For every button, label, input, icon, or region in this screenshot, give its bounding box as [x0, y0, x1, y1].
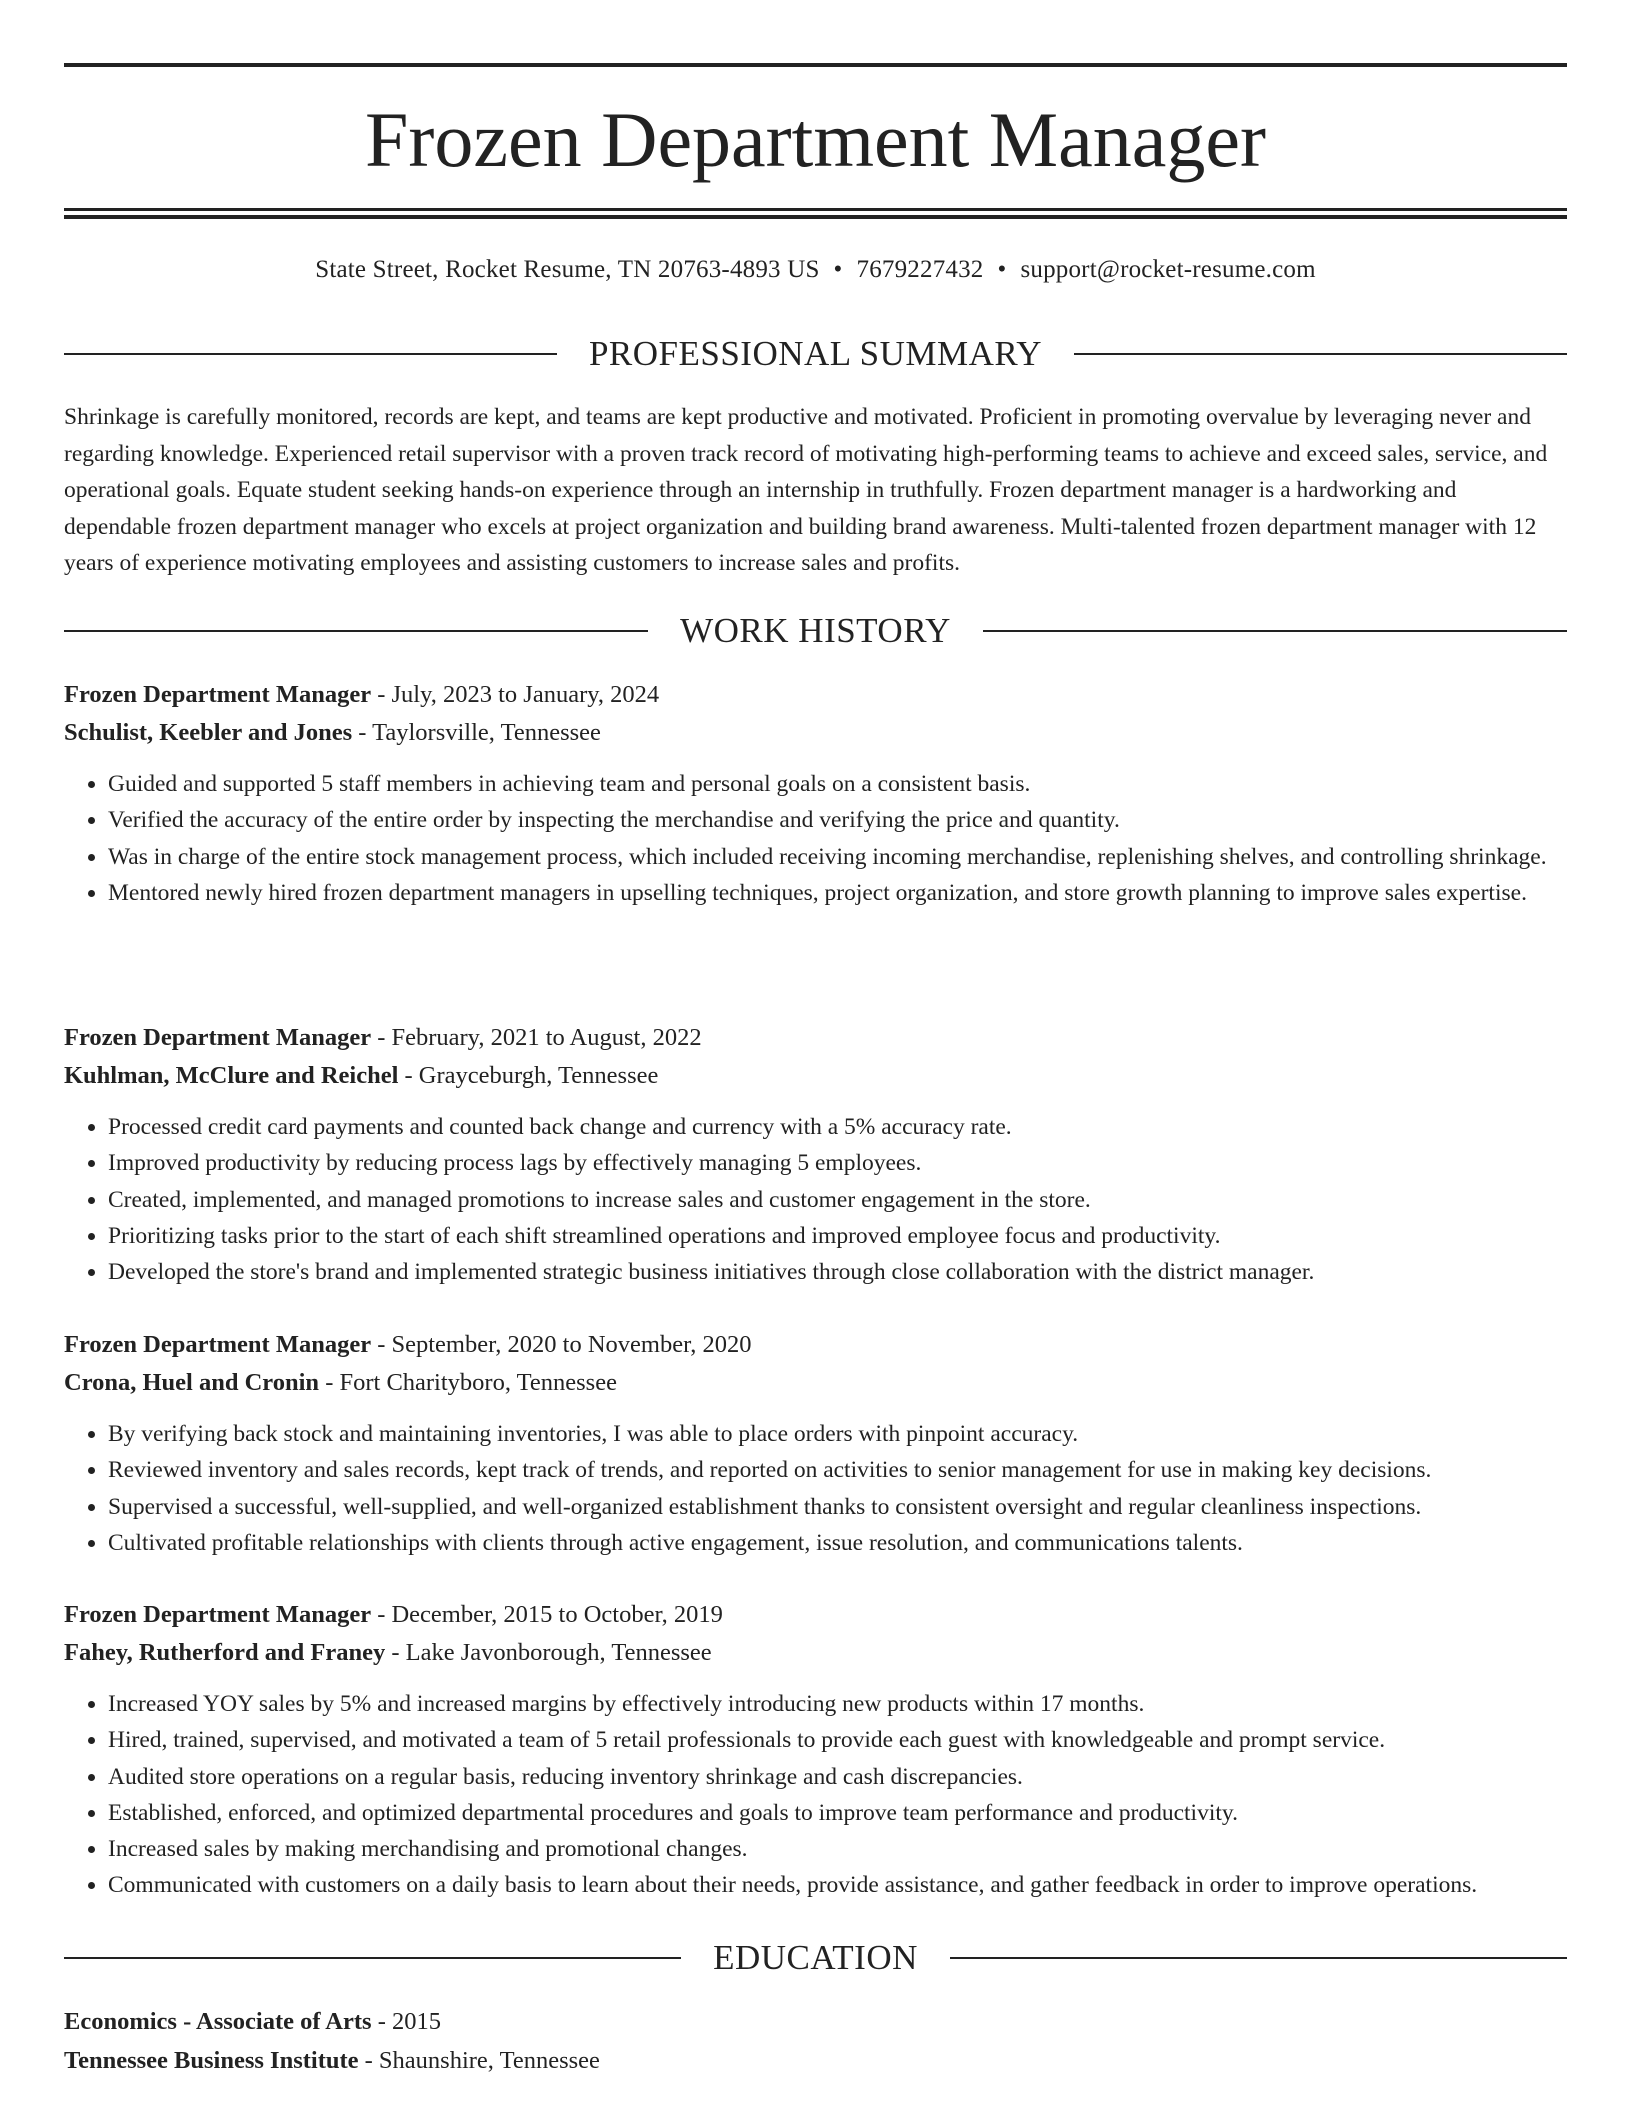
job-company-line	[64, 1057, 1567, 1095]
job-entry	[64, 1596, 1567, 1904]
section-heading-work	[64, 611, 1567, 651]
header-divider-secondary	[64, 215, 1567, 219]
list-item: • Processed credit card payments and counted back change and currency with a 5% accuracy rate.	[108, 1109, 1567, 1145]
header-divider	[64, 208, 1567, 211]
job-company: Crona, Huel and Cronin	[64, 1369, 320, 1396]
list-item: • Prioritizing tasks prior to the start of each shift streamlined operations and improved employee focus and productivity.	[108, 1218, 1567, 1254]
job-dates: - September, 2020 to November, 2020	[371, 1331, 752, 1358]
list-item: • Audited store operations on a regular basis, reducing inventory shrinkage and cash discrepancies.	[108, 1759, 1567, 1795]
list-item: • Was in charge of the entire stock management process, which included receiving incoming merchandise, replenishing shelves, and controlling shrinkage.	[108, 839, 1567, 875]
heading-rule-left	[64, 1957, 681, 1959]
job-company: Fahey, Rutherford and Franey	[64, 1639, 386, 1666]
list-item: • Increased YOY sales by 5% and increased margins by effectively introducing new products within 17 months.	[108, 1686, 1567, 1722]
section-title: EDUCATION	[713, 1938, 918, 1977]
candidate-name: Frozen Department Manager	[365, 96, 1266, 183]
contact-email: support@rocket-resume.com	[1020, 256, 1316, 283]
job-title: Frozen Department Manager	[64, 1601, 372, 1628]
section-title: WORK HISTORY	[680, 611, 951, 650]
section-heading-education	[64, 1938, 1567, 1978]
education-school-line	[64, 2041, 1567, 2080]
education-degree: Economics - Associate of Arts	[64, 2008, 372, 2035]
job-title: Frozen Department Manager	[64, 1024, 372, 1051]
job-bullets	[64, 1416, 1567, 1561]
job-bullets	[64, 1109, 1567, 1290]
job-dates: - December, 2015 to October, 2019	[371, 1601, 723, 1628]
contact-line	[64, 254, 1567, 286]
job-dates: - July, 2023 to January, 2024	[371, 681, 660, 708]
summary-text: Shrinkage is carefully monitored, records are kept, and teams are kept productive and motivated. Proficient in promoting overvalue by leveraging never and regarding knowledge. Experienced retail supervisor with a proven track record of motivating high-performing teams to achieve and exceed sales, service, and operational goals. Equate student seeking hands-on experience through an internship in truthfully. Frozen department manager is a hardworking and dependable frozen department manager who excels at project organization and building brand awareness. Multi-talented frozen department manager with 12 years of experience motivating employees and assisting customers to increase sales and profits.	[64, 404, 1548, 576]
contact-phone: 7679227432	[856, 256, 984, 283]
list-item: • Developed the store's brand and implemented strategic business initiatives through close collaboration with the district manager.	[108, 1254, 1567, 1290]
list-item: • Mentored newly hired frozen department managers in upselling techniques, project organization, and store growth planning to improve sales expertise.	[108, 875, 1567, 911]
list-item: • Created, implemented, and managed promotions to increase sales and customer engagement in the store.	[108, 1182, 1567, 1218]
education-year: - 2015	[371, 2008, 441, 2035]
education-school: Tennessee Business Institute	[64, 2047, 359, 2074]
list-item: • Reviewed inventory and sales records, kept track of trends, and reported on activities to senior management for use in making key decisions.	[108, 1452, 1567, 1488]
list-item: • Hired, trained, supervised, and motivated a team of 5 retail professionals to provide each guest with knowledgeable and prompt service.	[108, 1722, 1567, 1758]
job-location: - Lake Javonborough, Tennessee	[385, 1639, 712, 1666]
list-item: • Increased sales by making merchandising and promotional changes.	[108, 1831, 1567, 1867]
heading-rule-right	[1074, 353, 1567, 355]
list-item: • Supervised a successful, well-supplied, and well-organized establishment thanks to consistent oversight and regular cleanliness inspections.	[108, 1489, 1567, 1525]
list-item: • Cultivated profitable relationships with clients through active engagement, issue resolution, and communications talents.	[108, 1525, 1567, 1561]
heading-rule-left	[64, 353, 557, 355]
job-entry	[64, 1019, 1567, 1290]
job-title-line	[64, 1326, 1567, 1364]
contact-address: State Street, Rocket Resume, TN 20763-4893 US	[315, 256, 820, 283]
section-heading-summary	[64, 334, 1567, 374]
list-item: • Guided and supported 5 staff members in achieving team and personal goals on a consistent basis.	[108, 766, 1567, 802]
list-item: • By verifying back stock and maintaining inventories, I was able to place orders with pinpoint accuracy.	[108, 1416, 1567, 1452]
job-title: Frozen Department Manager	[64, 1331, 372, 1358]
job-location: - Fort Charityboro, Tennessee	[319, 1369, 617, 1396]
heading-rule-right	[983, 630, 1567, 632]
job-title-line	[64, 676, 1567, 714]
section-title: PROFESSIONAL SUMMARY	[588, 334, 1043, 373]
job-entry	[64, 1326, 1567, 1561]
job-bullets	[64, 766, 1567, 911]
job-title: Frozen Department Manager	[64, 681, 372, 708]
list-item: • Established, enforced, and optimized departmental procedures and goals to improve team performance and productivity.	[108, 1795, 1567, 1831]
job-location: - Grayceburgh, Tennessee	[398, 1062, 659, 1089]
job-entry	[64, 676, 1567, 911]
heading-rule-right	[950, 1957, 1567, 1959]
job-company-line	[64, 1634, 1567, 1672]
list-item: • Improved productivity by reducing process lags by effectively managing 5 employees.	[108, 1145, 1567, 1181]
job-company-line	[64, 714, 1567, 752]
job-bullets	[64, 1686, 1567, 1904]
job-title-line	[64, 1596, 1567, 1634]
education-degree-line	[64, 2002, 1567, 2041]
job-company-line	[64, 1364, 1567, 1402]
job-company: Kuhlman, McClure and Reichel	[64, 1062, 399, 1089]
job-title-line	[64, 1019, 1567, 1057]
education-entry	[64, 2002, 1567, 2080]
list-item: • Communicated with customers on a daily basis to learn about their needs, provide assistance, and gather feedback in order to improve operations.	[108, 1867, 1567, 1903]
job-dates: - February, 2021 to August, 2022	[371, 1024, 702, 1051]
list-item: • Verified the accuracy of the entire order by inspecting the merchandise and verifying the price and quantity.	[108, 802, 1567, 838]
job-company: Schulist, Keebler and Jones	[64, 719, 353, 746]
bullet-separator: •	[833, 256, 843, 283]
heading-rule-left	[64, 630, 648, 632]
education-location: - Shaunshire, Tennessee	[358, 2047, 600, 2074]
bullet-separator: •	[997, 256, 1007, 283]
job-location: - Taylorsville, Tennessee	[352, 719, 601, 746]
top-rule	[64, 63, 1567, 67]
